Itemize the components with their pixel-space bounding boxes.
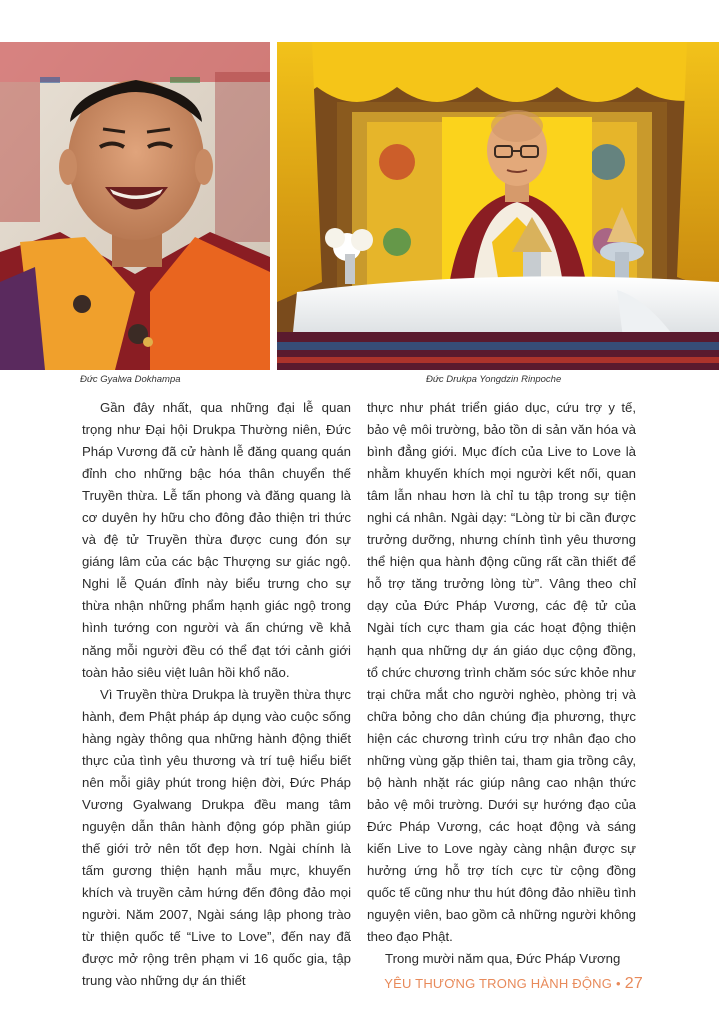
paragraph: thực như phát triển giáo dục, cứu trợ y tế, bảo vệ môi trường, bảo tồn di sản văn hóa và bình đẳng giới. Mục đích của Live to Love là nhằm khuyến khích mọi người kết nối, quan tâm lẫn nhau hơn là chỉ tu tập trong sự tiện nghi cá nhân. Ngài dạy: “Lòng từ bi cần được trưởng dưỡng, nhưng chính tình yêu thương thể hiện qua hành động cũng rất cần thiết để hỗ trợ tăng trưởng lòng từ”. Vâng theo chỉ dạy của Đức Pháp Vương, các đệ tử của Ngài tích cực tham gia các hoạt động thiện hạnh qua những dự án giáo dục cộng đồng, tổ chức chương trình chăm sóc sức khỏe như trại chữa mắt cho người nghèo, phòng trị và chữa bỏng cho dân chúng địa phương, thực hiện các chương trình cứu trợ nhân đạo cho những vùng gặp thiên tai, tham gia trồng cây, bộ hành nhặt rác giúp nâng cao nhận thức bảo vệ môi trường. Dưới sự hướng đạo của Đức Pháp Vương, các hoạt động và sáng kiến Live to Love ngày càng nhận được sự hưởng ứng hỗ trợ tích cực từ cộng đồng quốc tế cũng như thu hút đông đảo nhiều tình nguyện viên, bao gồm cả những người không theo đạo Phật. [367,400,636,945]
paragraph: Trong mười năm qua, Đức Pháp Vương [385,951,621,967]
photo-gyalwa-dokhampa [0,42,270,370]
page-number: 27 [624,975,643,992]
paragraph: Vì Truyền thừa Drukpa là truyền thừa thực hành, đem Phật pháp áp dụng vào cuộc sống hàng ngày thông qua những hành động thiết thực của tình yêu thương và trí tuệ hiểu biết nên mỗi giây phút trong hiện đời, Đức Pháp Vương Gyalwang Drukpa đều mang tâm nguyện dẫn thân hành động góp phần giúp thế giới trở nên tốt đẹp hơn. Ngài chính là tấm gương thiện hạnh mẫu mực, khuyến khích và truyền cảm hứng đến đông đảo mọi người. Năm 2007, Ngài sáng lập phong trào từ thiện quốc tế “Live to Love”, đến nay đã được mở rộng trên phạm vi 16 quốc gia, tập trung vào những dự án thiết [82,686,351,989]
footer-separator: • [616,976,621,991]
photo-drukpa-yongdzin-rinpoche [277,42,719,370]
text-column-right [367,397,636,970]
paragraph: Gần đây nhất, qua những đại lễ quan trọng như Đại hội Drukpa Thường niên, Đức Pháp Vương đã cử hành lễ đăng quang quán đỉnh cho những bậc hóa thân chuyển thế Truyền thừa. Lễ tấn phong và đăng quang là cơ duyên hy hữu cho đông đảo thiện tri thức và đệ tử Truyền thừa được cung đón sự giáng lâm của các bậc Thượng sư giác ngộ. Nghi lễ Quán đỉnh này biểu trưng cho sự thừa nhận những phẩm hạnh giác ngộ trong hình tướng con người và ấn chứng về khả năng mỗi người đều có thể đạt tới cảnh giới toàn hảo siêu việt luân hồi khổ não. [82,400,351,680]
text-column-left [82,397,351,992]
section-title: YÊU THƯƠNG TRONG HÀNH ĐỘNG [384,976,613,991]
page-footer [384,975,643,993]
caption-right: Đức Drukpa Yongdzin Rinpoche [426,374,562,385]
caption-left: Đức Gyalwa Dokhampa [80,374,181,385]
